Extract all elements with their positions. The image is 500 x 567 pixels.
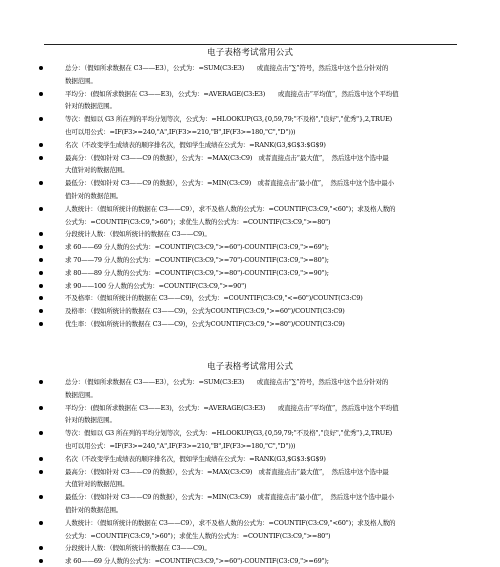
list-item bbox=[39, 376, 464, 388]
list-item bbox=[39, 203, 464, 215]
list-item-continuation bbox=[39, 216, 464, 228]
item-continuation-text: 值针对的数据范围。 bbox=[65, 192, 123, 200]
list-item-continuation bbox=[39, 126, 464, 138]
item-text: 最低分：（假如针对 C3——C9 的数据），公式为：=MIN(C3:C9) 或者直接点击“最小值”， 然后选中这个选中最小 bbox=[65, 179, 394, 188]
item-text: 最低分：（假如针对 C3——C9 的数据），公式为：=MIN(C3:C9) 或者直接点击“最小值”， 然后选中这个选中最小 bbox=[65, 493, 394, 502]
bullet-icon bbox=[39, 546, 43, 550]
bullet-icon bbox=[39, 495, 43, 499]
section-title: 电子表格考试常用公式 bbox=[207, 48, 293, 58]
list-item bbox=[39, 177, 464, 189]
bullet-icon bbox=[39, 143, 43, 147]
bullet-icon bbox=[39, 406, 43, 410]
list-item-continuation bbox=[39, 100, 464, 112]
list-item-continuation bbox=[39, 389, 464, 401]
list-item-continuation bbox=[39, 75, 464, 87]
list-item bbox=[39, 113, 464, 125]
list-item bbox=[39, 542, 464, 554]
list-item bbox=[39, 280, 464, 292]
item-text: 平均分：(假如所求数据在 C3——E3)，公式为：=AVERAGE(C3:E3) 或直接点击“平均值”，然后选中这个平均值 bbox=[65, 403, 399, 412]
bullet-icon bbox=[39, 66, 43, 70]
list-item bbox=[39, 139, 464, 151]
item-text: 分段统计人数：（假如所统计的数据在 C3——C9)。 bbox=[65, 544, 211, 553]
item-text: 及格率：（假如所统计的数据在 C3——C9)，公式为COUNTIF(C3:C9,">=60")/COUNT(C3:C9) bbox=[65, 307, 345, 316]
item-continuation-text: 公式为：=COUNTIF(C3:C9,">60")；求优生人数的公式为：=COUNTIF(C3:C9,">=80") bbox=[65, 217, 331, 226]
item-text: 求 60——69 分人数的公式为：=COUNTIF(C3:C9,">=60")-COUNTIF(C3:C9,">=69"); bbox=[65, 243, 329, 252]
item-text: 求 60——69 分人数的公式为：=COUNTIF(C3:C9,">=60")-COUNTIF(C3:C9,">=69"); bbox=[65, 557, 329, 566]
bullet-icon bbox=[39, 117, 43, 121]
bullet-icon bbox=[39, 181, 43, 185]
bullet-icon bbox=[39, 232, 43, 236]
item-continuation-text: 公式为：=COUNTIF(C3:C9,">60")；求优生人数的公式为：=COUNTIF(C3:C9,">=80") bbox=[65, 531, 331, 540]
item-text: 求 80——89 分人数的公式为：=COUNTIF(C3:C9,">=80")-COUNTIF(C3:C9,">=90"); bbox=[65, 268, 329, 277]
bullet-icon bbox=[39, 207, 43, 211]
list-item bbox=[39, 491, 464, 503]
list-item bbox=[39, 292, 464, 304]
section-title: 电子表格考试常用公式 bbox=[207, 362, 293, 372]
item-text: 不及格率：（假如所统计的数据在 C3——C9)，公式为：=COUNTIF(C3:C9,"<=60")/COUNT(C3:C9) bbox=[65, 294, 363, 303]
item-text: 人数统计：（假如所统计的数据在 C3——C9），求不及格人数的公式为：=COUNTIF(C3:C9,"<60")；求及格人数的 bbox=[65, 204, 396, 213]
item-continuation-text: 数据范围。 bbox=[65, 390, 97, 399]
list-item bbox=[39, 427, 464, 439]
list-item bbox=[39, 466, 464, 478]
item-text: 平均分：(假如所求数据在 C3——E3)，公式为：=AVERAGE(C3:E3) 或直接点击“平均值”，然后选中这个平均值 bbox=[65, 89, 399, 98]
list-item bbox=[39, 62, 464, 74]
list-item bbox=[39, 228, 464, 240]
list-item bbox=[39, 267, 464, 279]
bullet-icon bbox=[39, 245, 43, 249]
item-continuation-text: 数据范围。 bbox=[65, 76, 97, 85]
item-continuation-text: 针对的数据范围。 bbox=[65, 416, 116, 425]
list-item bbox=[39, 453, 464, 465]
bullet-icon bbox=[39, 380, 43, 384]
list-item-continuation bbox=[39, 478, 464, 490]
bullet-icon bbox=[39, 322, 43, 326]
list-item bbox=[39, 152, 464, 164]
item-text: 人数统计：（假如所统计的数据在 C3——C9），求不及格人数的公式为：=COUNTIF(C3:C9,"<60")；求及格人数的 bbox=[65, 518, 396, 527]
item-text: 分段统计人数：（假如所统计的数据在 C3——C9)。 bbox=[65, 230, 211, 239]
bullet-icon bbox=[39, 296, 43, 300]
bullet-icon bbox=[39, 457, 43, 461]
bullet-icon bbox=[39, 309, 43, 313]
item-text: 总分：（假如所求数据在 C3——E3），公式为：=SUM(C3:E3) 或直接点击“∑”符号，然后选中这个总分针对的 bbox=[65, 64, 389, 72]
item-continuation-text: 大值针对的数据范围。 bbox=[65, 166, 129, 175]
bullet-icon bbox=[39, 284, 43, 288]
item-continuation-text: 也可以用公式：=IF(F3>=240,"A",IF(F3>=210,"B",IF(F3>=180,"C","D"))) bbox=[65, 442, 296, 450]
item-text: 等次：假如以 G3 所在列的平均分划等次，公式为：=HLOOKUP(G3,{0,59,79;"不及格","良好","优秀"},2,TRUE) bbox=[65, 429, 393, 438]
item-continuation-text: 针对的数据范围。 bbox=[65, 102, 116, 111]
bullet-icon bbox=[39, 258, 43, 262]
item-text: 最高分：（假如针对 C3——C9 的数据），公式为：=MAX(C3:C9) 或者直接点击“最大值”， 然后选中这个选中最 bbox=[65, 153, 389, 162]
list-item-continuation bbox=[39, 414, 464, 426]
bullet-icon bbox=[39, 92, 43, 96]
list-item bbox=[39, 555, 464, 567]
list-item-continuation bbox=[39, 190, 464, 202]
item-text: 优生率：（假如所统计的数据在 C3——C9)，公式为COUNTIF(C3:C9,">=80")/COUNT(C3:C9) bbox=[65, 320, 345, 328]
list-item bbox=[39, 254, 464, 266]
bullet-icon bbox=[39, 271, 43, 275]
list-item bbox=[39, 402, 464, 414]
list-item bbox=[39, 305, 464, 317]
list-item bbox=[39, 517, 464, 529]
item-text: 总分：（假如所求数据在 C3——E3），公式为：=SUM(C3:E3) 或直接点击“∑”符号，然后选中这个总分针对的 bbox=[65, 378, 389, 386]
bullet-icon bbox=[39, 431, 43, 435]
bullet-icon bbox=[39, 559, 43, 563]
list-item-continuation bbox=[39, 530, 464, 542]
item-text: 等次：假如以 G3 所在列的平均分划等次，公式为：=HLOOKUP(G3,{0,59,79;"不及格","良好","优秀"},2,TRUE) bbox=[65, 115, 393, 124]
list-item bbox=[39, 241, 464, 253]
bullet-icon bbox=[39, 521, 43, 525]
list-item bbox=[39, 88, 464, 100]
bullet-icon bbox=[39, 470, 43, 474]
item-text: 名次（不改变学生成绩表的顺序排名次，假如学生成绩在公式为：=RANK(G3,$G$3:$G$9) bbox=[65, 454, 326, 463]
item-continuation-text: 值针对的数据范围。 bbox=[65, 506, 123, 514]
item-text: 求 90——100 分人数的公式为：=COUNTIF(C3:C9,">=90") bbox=[65, 281, 247, 290]
item-continuation-text: 大值针对的数据范围。 bbox=[65, 480, 129, 489]
item-text: 求 70——79 分人数的公式为：=COUNTIF(C3:C9,">=70")-COUNTIF(C3:C9,">=80"); bbox=[65, 256, 329, 264]
top-rule bbox=[44, 44, 457, 45]
list-item-continuation bbox=[39, 440, 464, 452]
bullet-icon bbox=[39, 156, 43, 160]
list-item-continuation bbox=[39, 504, 464, 516]
item-text: 最高分：（假如针对 C3——C9 的数据），公式为：=MAX(C3:C9) 或者直接点击“最大值”， 然后选中这个选中最 bbox=[65, 467, 389, 476]
item-continuation-text: 也可以用公式：=IF(F3>=240,"A",IF(F3>=210,"B",IF(F3>=180,"C","D"))) bbox=[65, 128, 296, 136]
list-item-continuation bbox=[39, 164, 464, 176]
list-item bbox=[39, 318, 464, 330]
item-text: 名次（不改变学生成绩表的顺序排名次，假如学生成绩在公式为：=RANK(G3,$G$3:$G$9) bbox=[65, 140, 326, 149]
